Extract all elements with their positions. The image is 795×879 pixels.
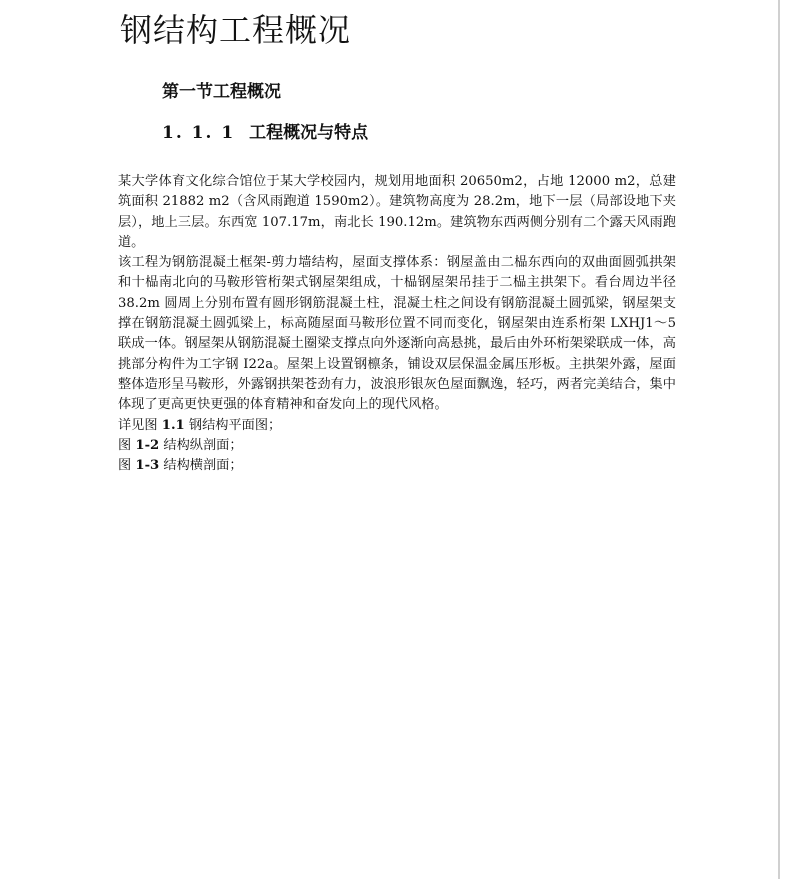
page-edge [778, 0, 780, 879]
figure-reference [118, 416, 676, 436]
body-text [118, 172, 676, 476]
document-title: 钢结构工程概况 [120, 11, 352, 49]
figure-ref-text: 结构横剖面； [159, 458, 243, 474]
figure-ref-prefix: 图 [118, 458, 136, 474]
figure-ref-text: 结构纵剖面； [159, 437, 243, 453]
subsection-heading [162, 121, 368, 145]
section-heading: 第一节工程概况 [162, 82, 281, 102]
figure-ref-prefix: 详见图 [118, 417, 162, 433]
figure-ref-text: 钢结构平面图； [184, 417, 282, 433]
paragraph-structure-description: 该工程为钢筋混凝土框架-剪力墙结构，屋面支撑体系：钢屋盖由二榀东西向的双曲面圆弧拱架和十榀南北向的马鞍形管桁架式钢屋架组成，十榀钢屋架吊挂于二榀主拱架下。看台周边半径 38.2m 圆周上分别布置有圆形钢筋混凝土柱，混凝土柱之间设有钢筋混凝土圆弧梁，钢屋架支撑在钢筋混凝土圆弧梁上，标高随屋面马鞍形位置不同而变化，钢屋架由连系桁架 LXHJ1～5 联成一体。钢屋架从钢筋混凝土圈梁支撑点向外逐渐向高悬挑，最后由外环桁架梁联成一体，高挑部分构件为工字钢 I22a。屋架上设置钢檩条，铺设双层保温金属压形板。主拱架外露，屋面整体造形呈马鞍形，外露钢拱架苍劲有力，波浪形银灰色屋面飘逸，轻巧，两者完美结合，集中体现了更高更快更强的体育精神和奋发向上的现代风格。 [118, 255, 676, 413]
figure-ref-label: 1-2 [135, 437, 160, 453]
figure-ref-prefix: 图 [118, 437, 136, 453]
subsection-title: 工程概况与特点 [249, 123, 369, 143]
figure-ref-label: 1-3 [135, 458, 160, 474]
subsection-number: 1. 1. 1 [162, 123, 236, 143]
figure-ref-label: 1.1 [161, 417, 185, 433]
figure-reference [118, 436, 676, 456]
figure-reference [118, 456, 676, 476]
paragraph-project-overview: 某大学体育文化综合馆位于某大学校园内，规划用地面积 20650m2，占地 12000 m2，总建筑面积 21882 m2（含风雨跑道 1590m2）。建筑物高度为 28.2m，地下一层（局部设地下夹层），地上三层。东西宽 107.17m，南北长 190.12m。建筑物东西两侧分别有二个露天风雨跑道。 [118, 174, 676, 250]
